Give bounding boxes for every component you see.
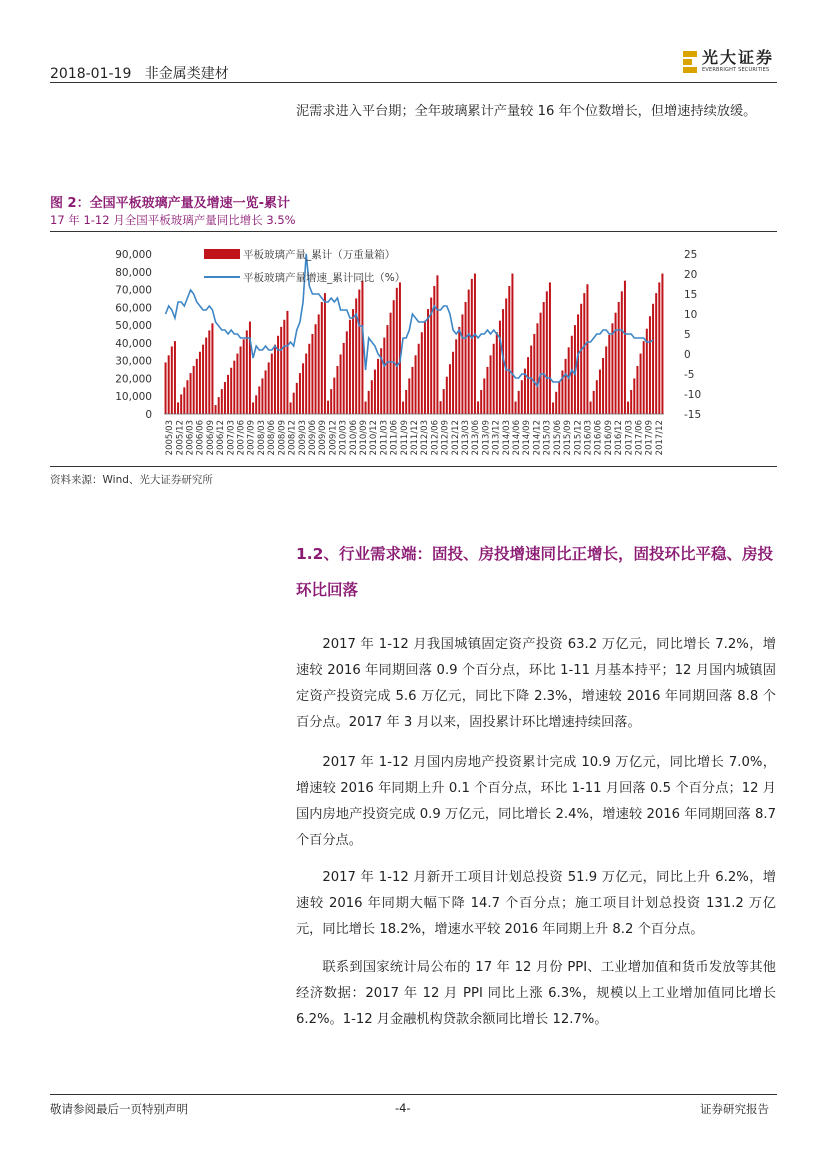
- right-tick-label: 25: [684, 249, 698, 261]
- x-tick-label: 2012/06: [430, 420, 441, 456]
- production-bar: [318, 314, 320, 414]
- logo-english-name: EVERBRIGHT SECURITIES: [702, 67, 770, 73]
- x-tick-label: 2009/09: [318, 420, 329, 456]
- x-tick-label: 2012/03: [420, 420, 431, 456]
- production-bar: [290, 402, 292, 414]
- production-bar: [305, 354, 307, 414]
- footer-report-type: 证券研究报告: [700, 1102, 769, 1116]
- paragraph-fixed-asset-investment: 2017 年 1-12 月我国城镇固定资产投资 63.2 万亿元，同比增长 7.2%，增速较 2016 年同期回落 0.9 个百分点，环比 1-11 月基本持平；12 月国内城镇固定资产投资完成 5.6 万亿元，同比下降 2.3%，增速较 2016 年同期回落 8.8 个百分点。2017 年 3 月以来，固投累计环比增速持续回落。: [296, 637, 776, 730]
- production-bar: [593, 391, 595, 414]
- production-bar: [490, 355, 492, 414]
- production-bar: [618, 302, 620, 414]
- footer-disclaimer: 敬请参阅最后一页特别声明: [50, 1102, 188, 1116]
- header-divider: [50, 82, 777, 83]
- production-bar: [415, 355, 417, 414]
- production-bar: [371, 380, 373, 414]
- production-bar: [390, 313, 392, 414]
- production-bar: [418, 344, 420, 414]
- production-bar: [252, 402, 254, 414]
- production-bar: [330, 389, 332, 414]
- production-bar: [540, 313, 542, 414]
- production-bar: [411, 367, 413, 414]
- header-date-category: [50, 63, 229, 83]
- production-bar: [508, 286, 510, 414]
- production-bar: [452, 352, 454, 414]
- production-bar: [608, 335, 610, 414]
- production-bar: [202, 345, 204, 414]
- production-bar: [577, 314, 579, 414]
- production-bar: [308, 344, 310, 414]
- production-bar: [274, 345, 276, 414]
- x-tick-label: 2006/09: [205, 420, 216, 456]
- production-bar: [649, 316, 651, 414]
- left-tick-label: 30,000: [115, 355, 152, 368]
- production-bar: [361, 281, 363, 414]
- x-tick-label: 2010/12: [369, 420, 380, 456]
- glass-production-chart: [50, 240, 777, 462]
- production-bar: [171, 346, 173, 414]
- production-bar: [571, 336, 573, 414]
- production-bar: [255, 395, 257, 414]
- x-tick-label: 2014/12: [532, 420, 543, 456]
- production-bar: [340, 354, 342, 414]
- production-bar: [605, 346, 607, 414]
- production-bar: [405, 390, 407, 414]
- right-tick-label: -5: [684, 369, 695, 381]
- x-tick-label: 2005/03: [165, 420, 176, 456]
- production-bar: [477, 401, 479, 414]
- x-tick-label: 2011/03: [379, 420, 390, 456]
- production-bar: [511, 274, 513, 414]
- production-bar: [499, 321, 501, 414]
- production-bar: [458, 327, 460, 414]
- paragraph-real-estate-investment: 2017 年 1-12 月国内房地产投资累计完成 10.9 万亿元，同比增长 7.0%，增速较 2016 年同期上升 0.1 个百分点，环比 1-11 月回落 0.5 个百分点；12 月国内房地产投资完成 0.9 万亿元，同比增长 2.4%，增速较 2016 年同期回落 8.7 个百分点。: [296, 755, 776, 848]
- x-tick-label: 2008/03: [256, 420, 267, 456]
- section-title: 1.2、行业需求端：固投、房投增速同比正增长，固投环比平稳、房投环比回落: [296, 545, 773, 599]
- production-bar: [552, 402, 554, 414]
- x-tick-label: 2015/09: [563, 420, 574, 456]
- production-bar: [424, 321, 426, 414]
- x-tick-label: 2014/09: [522, 420, 533, 456]
- production-bar: [174, 341, 176, 414]
- production-bar: [193, 366, 195, 414]
- x-tick-label: 2016/03: [583, 420, 594, 456]
- production-bar: [205, 338, 207, 414]
- production-bar: [615, 313, 617, 414]
- x-axis-ticks: [165, 420, 665, 455]
- production-bar: [661, 274, 663, 414]
- production-bar: [461, 314, 463, 414]
- x-tick-label: 2011/12: [410, 420, 420, 456]
- bars-group: [165, 274, 664, 414]
- production-bar: [336, 366, 338, 414]
- x-tick-label: 2016/09: [603, 420, 614, 456]
- x-tick-label: 2010/03: [338, 420, 349, 456]
- production-bar: [546, 291, 548, 414]
- x-tick-label: 2007/09: [246, 420, 257, 456]
- production-bar: [271, 354, 273, 414]
- intro-paragraph: 泥需求进入平台期；全年玻璃累计产量较 16 年个位数增长，但增速持续放缓。: [296, 104, 757, 119]
- x-tick-label: 2017/12: [654, 420, 665, 456]
- x-tick-label: 2013/12: [491, 420, 502, 456]
- production-bar: [408, 378, 410, 414]
- production-bar: [640, 354, 642, 414]
- right-tick-label: 0: [684, 349, 691, 361]
- production-bar: [211, 323, 213, 414]
- x-tick-label: 2009/03: [297, 420, 308, 456]
- production-bar: [586, 284, 588, 414]
- production-bar: [236, 354, 238, 414]
- production-bar: [249, 322, 251, 414]
- production-bar: [383, 338, 385, 414]
- production-bar: [186, 380, 188, 414]
- production-bar: [268, 362, 270, 414]
- production-bar: [246, 330, 248, 414]
- x-tick-label: 2012/09: [440, 420, 451, 456]
- production-bar: [627, 402, 629, 414]
- production-bar: [496, 332, 498, 414]
- production-bar: [349, 320, 351, 414]
- production-bar: [596, 380, 598, 414]
- left-tick-label: 10,000: [115, 391, 152, 404]
- production-bar: [377, 359, 379, 414]
- left-tick-label: 80,000: [115, 266, 152, 279]
- x-tick-label: 2010/09: [358, 420, 369, 456]
- production-bar: [471, 279, 473, 414]
- production-bar: [455, 339, 457, 414]
- x-tick-label: 2011/06: [389, 420, 400, 456]
- production-bar: [568, 347, 570, 414]
- x-tick-label: 2011/09: [399, 420, 410, 456]
- x-tick-label: 2006/12: [216, 420, 227, 456]
- production-bar: [636, 366, 638, 414]
- production-bar: [624, 281, 626, 414]
- right-tick-label: 10: [684, 309, 698, 321]
- production-bar: [321, 302, 323, 414]
- right-tick-label: 20: [684, 269, 698, 281]
- production-bar: [446, 377, 448, 414]
- left-tick-label: 50,000: [115, 320, 152, 333]
- production-bar: [315, 324, 317, 414]
- production-bar: [280, 327, 282, 414]
- production-bar: [180, 394, 182, 414]
- right-tick-label: 5: [684, 329, 691, 341]
- right-axis-ticks: [684, 249, 701, 421]
- x-tick-label: 2013/06: [471, 420, 482, 456]
- production-bar: [580, 304, 582, 414]
- production-bar: [486, 367, 488, 414]
- production-bar: [233, 361, 235, 414]
- production-bar: [165, 362, 167, 414]
- left-tick-label: 70,000: [115, 284, 152, 297]
- x-tick-label: 2008/06: [267, 420, 278, 456]
- paragraph-new-projects: 2017 年 1-12 月新开工项目计划总投资 51.9 万亿元，同比上升 6.2%，增速较 2016 年同期大幅下降 14.7 个百分点；施工项目计划总投资 131.2 万亿元，同比增长 18.2%，增速水平较 2016 年同期上升 8.2 个百分点。: [296, 870, 776, 937]
- figure-source: 资料来源：Wind、光大证券研究所: [50, 474, 213, 486]
- production-bar: [621, 291, 623, 414]
- production-bar: [393, 300, 395, 414]
- report-category: 非金属类建材: [144, 66, 229, 82]
- production-bar: [436, 275, 438, 414]
- production-bar: [265, 370, 267, 414]
- left-tick-label: 40,000: [115, 337, 152, 350]
- x-tick-label: 2017/06: [634, 420, 645, 456]
- x-tick-label: 2006/03: [185, 420, 196, 456]
- production-bar: [565, 359, 567, 414]
- x-tick-label: 2016/12: [614, 420, 625, 456]
- production-bar: [558, 381, 560, 414]
- x-tick-label: 2007/06: [236, 420, 247, 456]
- production-bar: [583, 293, 585, 414]
- growth-rate-line: [166, 254, 654, 386]
- x-tick-label: 2006/06: [195, 420, 206, 456]
- production-bar: [296, 383, 298, 414]
- production-bar: [521, 380, 523, 414]
- production-bar: [368, 391, 370, 414]
- production-bar: [440, 401, 442, 414]
- figure-top-divider: [50, 231, 777, 232]
- production-bar: [243, 339, 245, 414]
- production-bar: [549, 282, 551, 414]
- x-tick-label: 2013/09: [481, 420, 492, 456]
- logo-mark-icon: [683, 51, 697, 73]
- production-bar: [443, 389, 445, 414]
- production-bar: [221, 389, 223, 414]
- production-bar: [258, 386, 260, 414]
- production-bar: [352, 309, 354, 414]
- production-bar: [449, 364, 451, 414]
- production-bar: [311, 334, 313, 414]
- production-bar: [505, 298, 507, 414]
- production-bar: [630, 390, 632, 414]
- production-bar: [208, 330, 210, 414]
- x-tick-label: 2005/12: [175, 420, 186, 456]
- x-tick-label: 2014/03: [501, 420, 512, 456]
- x-tick-label: 2012/12: [450, 420, 461, 456]
- production-bar: [493, 344, 495, 414]
- production-bar: [277, 336, 279, 414]
- production-bar: [399, 282, 401, 414]
- left-tick-label: 0: [145, 409, 152, 421]
- production-bar: [365, 402, 367, 414]
- figure-title: 图 2：全国平板玻璃产量及增速一览-累计: [50, 196, 290, 211]
- production-bar: [199, 352, 201, 414]
- production-bar: [333, 378, 335, 414]
- production-bar: [599, 370, 601, 414]
- production-bar: [183, 387, 185, 414]
- x-tick-label: 2017/09: [644, 420, 655, 456]
- production-bar: [533, 334, 535, 414]
- production-bar: [655, 293, 657, 414]
- figure-bottom-divider: [50, 466, 777, 467]
- production-bar: [168, 355, 170, 414]
- x-tick-label: 2014/06: [512, 420, 523, 456]
- figure-subtitle: 17 年 1-12 月全国平板玻璃产量同比增长 3.5%: [50, 213, 296, 227]
- report-date: 2018-01-19: [50, 66, 132, 82]
- left-tick-label: 20,000: [115, 373, 152, 386]
- production-bar: [480, 390, 482, 414]
- production-bar: [224, 382, 226, 414]
- company-logo: [683, 50, 774, 73]
- production-bar: [611, 323, 613, 414]
- production-bar: [261, 378, 263, 414]
- paragraph-macro-data: 联系到国家统计局公布的 17 年 12 月份 PPI、工业增加值和货币发放等其他经济数据：2017 年 12 月 PPI 同比上涨 6.3%，规模以上工业增加值同比增长 6.2%。1-12 月金融机构贷款余额同比增长 12.7%。: [296, 960, 776, 1027]
- production-bar: [299, 373, 301, 414]
- production-bar: [518, 391, 520, 414]
- production-bar: [286, 311, 288, 414]
- production-bar: [536, 323, 538, 414]
- x-tick-label: 2010/06: [348, 420, 359, 456]
- page-number: -4-: [395, 1101, 411, 1115]
- production-bar: [230, 368, 232, 414]
- production-bar: [327, 401, 329, 414]
- right-tick-label: -10: [684, 389, 702, 401]
- x-tick-label: 2015/06: [552, 420, 563, 456]
- production-bar: [602, 358, 604, 414]
- production-bar: [283, 320, 285, 414]
- left-tick-label: 60,000: [115, 302, 152, 315]
- production-bar: [527, 357, 529, 414]
- right-tick-label: 15: [684, 289, 698, 301]
- x-tick-label: 2017/03: [624, 420, 635, 456]
- production-bar: [421, 332, 423, 414]
- right-tick-label: -15: [684, 409, 702, 421]
- production-bar: [240, 346, 242, 414]
- production-bar: [177, 402, 179, 414]
- production-bar: [543, 302, 545, 414]
- x-tick-label: 2009/12: [328, 420, 339, 456]
- production-bar: [215, 405, 217, 414]
- production-bar: [427, 309, 429, 414]
- production-bar: [302, 363, 304, 414]
- production-bar: [402, 402, 404, 414]
- production-bar: [190, 373, 192, 414]
- x-tick-label: 2013/03: [461, 420, 472, 456]
- left-tick-label: 90,000: [115, 249, 152, 261]
- production-bar: [324, 293, 326, 414]
- production-bar: [346, 331, 348, 414]
- x-tick-label: 2007/03: [226, 420, 237, 456]
- production-bar: [196, 359, 198, 414]
- x-tick-label: 2015/03: [542, 420, 553, 456]
- production-bar: [652, 304, 654, 414]
- production-bar: [515, 402, 517, 414]
- production-bar: [374, 370, 376, 414]
- production-bar: [468, 290, 470, 414]
- legend-bar-label: 平板玻璃产量_累计（万重量箱）: [243, 249, 396, 261]
- legend-line-label: 平板玻璃产量增速_累计同比（%）: [243, 272, 406, 284]
- production-bar: [293, 393, 295, 414]
- production-bar: [555, 392, 557, 414]
- left-axis-ticks: [115, 249, 152, 421]
- production-bar: [590, 402, 592, 414]
- x-tick-label: 2009/06: [307, 420, 318, 456]
- x-tick-label: 2008/12: [287, 420, 298, 456]
- production-bar: [386, 325, 388, 414]
- footer-divider: [50, 1094, 777, 1095]
- x-tick-label: 2008/09: [277, 420, 288, 456]
- production-bar: [474, 274, 476, 414]
- production-bar: [343, 343, 345, 414]
- production-bar: [465, 302, 467, 414]
- legend-bar-swatch: [204, 249, 240, 259]
- production-bar: [227, 375, 229, 414]
- production-bar: [358, 290, 360, 414]
- production-bar: [643, 341, 645, 414]
- production-bar: [396, 288, 398, 414]
- x-tick-label: 2016/06: [593, 420, 604, 456]
- production-bar: [218, 397, 220, 414]
- logo-chinese-name: 光大证券: [702, 48, 775, 67]
- x-tick-label: 2015/12: [573, 420, 584, 456]
- production-bar: [633, 378, 635, 414]
- production-bar: [658, 282, 660, 414]
- production-bar: [483, 378, 485, 414]
